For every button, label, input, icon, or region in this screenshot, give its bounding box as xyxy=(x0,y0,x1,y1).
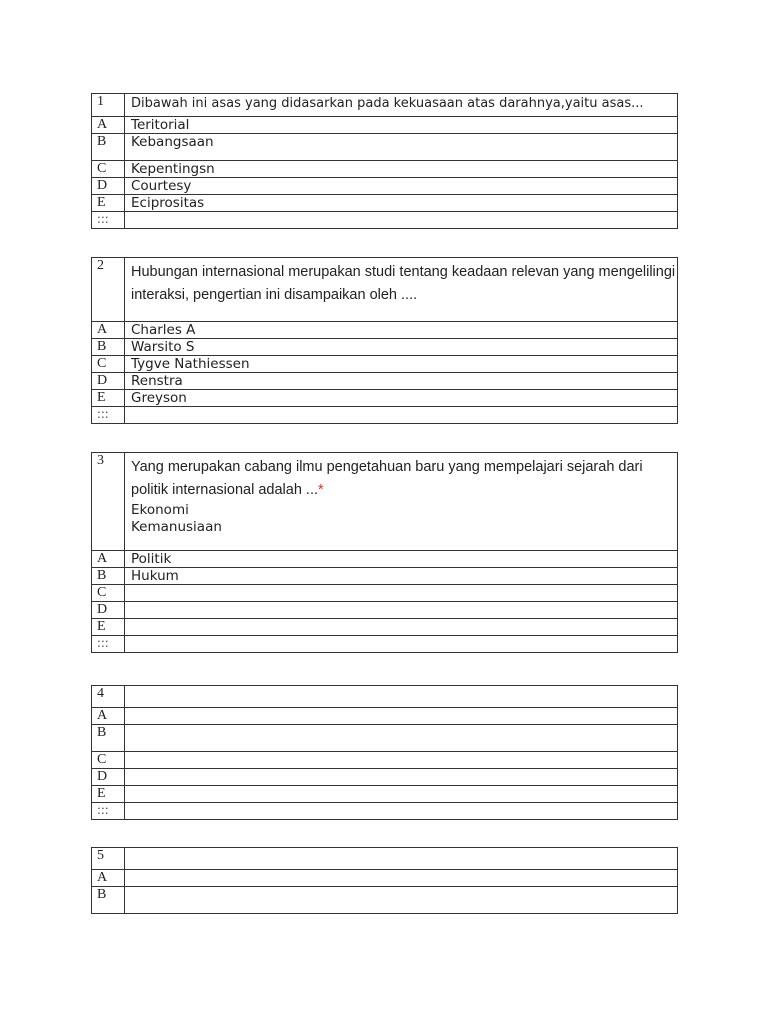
option-row xyxy=(92,887,678,914)
option-row xyxy=(92,178,678,195)
question-row xyxy=(92,686,678,708)
option-letter: E xyxy=(92,786,125,803)
option-text: Greyson xyxy=(125,390,678,407)
question-cell xyxy=(125,453,678,551)
question-number: 1 xyxy=(92,94,125,117)
option-letter: E xyxy=(92,619,125,636)
option-letter: B xyxy=(92,568,125,585)
option-row xyxy=(92,134,678,161)
option-letter: C xyxy=(92,356,125,373)
option-text: Kebangsaan xyxy=(125,134,678,161)
option-text: Tygve Nathiessen xyxy=(125,356,678,373)
option-row xyxy=(92,602,678,619)
option-letter: C xyxy=(92,752,125,769)
option-row xyxy=(92,708,678,725)
option-text xyxy=(125,602,678,619)
empty-cell xyxy=(125,407,678,424)
question-row xyxy=(92,94,678,117)
option-letter: D xyxy=(92,769,125,786)
question-number: 5 xyxy=(92,848,125,870)
option-letter: B xyxy=(92,134,125,161)
option-text: Warsito S xyxy=(125,339,678,356)
option-letter: A xyxy=(92,708,125,725)
question-number: 3 xyxy=(92,453,125,551)
more-row xyxy=(92,803,678,820)
question-2-table xyxy=(91,257,678,424)
option-text: Charles A xyxy=(125,322,678,339)
question-3-table xyxy=(91,452,678,653)
option-letter: A xyxy=(92,870,125,887)
question-row xyxy=(92,258,678,322)
option-row xyxy=(92,752,678,769)
option-text xyxy=(125,725,678,752)
more-row xyxy=(92,636,678,653)
question-row xyxy=(92,453,678,551)
option-text xyxy=(125,619,678,636)
option-row xyxy=(92,568,678,585)
more-handle[interactable]: ::: xyxy=(92,803,125,820)
option-letter: A xyxy=(92,551,125,568)
option-letter: D xyxy=(92,602,125,619)
option-row xyxy=(92,161,678,178)
option-letter: D xyxy=(92,178,125,195)
option-text: Kepentingsn xyxy=(125,161,678,178)
option-letter: A xyxy=(92,322,125,339)
option-letter: B xyxy=(92,339,125,356)
option-row xyxy=(92,339,678,356)
option-text xyxy=(125,769,678,786)
option-letter: D xyxy=(92,373,125,390)
option-row xyxy=(92,117,678,134)
more-handle[interactable]: ::: xyxy=(92,407,125,424)
option-text xyxy=(125,752,678,769)
option-text xyxy=(125,786,678,803)
option-row xyxy=(92,356,678,373)
question-text xyxy=(125,848,678,870)
option-letter: B xyxy=(92,887,125,914)
option-letter: C xyxy=(92,585,125,602)
empty-cell xyxy=(125,212,678,229)
option-text: Renstra xyxy=(125,373,678,390)
option-row xyxy=(92,322,678,339)
question-text: Dibawah ini asas yang didasarkan pada kekuasaan atas darahnya,yaitu asas... xyxy=(125,94,678,117)
question-text xyxy=(125,686,678,708)
option-letter: A xyxy=(92,117,125,134)
option-text: Courtesy xyxy=(125,178,678,195)
option-text: Hukum xyxy=(125,568,678,585)
question-number: 4 xyxy=(92,686,125,708)
option-letter: E xyxy=(92,390,125,407)
question-number: 2 xyxy=(92,258,125,322)
option-row xyxy=(92,390,678,407)
extra-line: Kemanusiaan xyxy=(131,519,222,535)
option-letter: B xyxy=(92,725,125,752)
more-handle[interactable]: ::: xyxy=(92,636,125,653)
option-text: Eciprositas xyxy=(125,195,678,212)
option-text xyxy=(125,708,678,725)
option-text: Politik xyxy=(125,551,678,568)
question-1-table xyxy=(91,93,678,229)
question-row xyxy=(92,848,678,870)
option-letter: C xyxy=(92,161,125,178)
option-text xyxy=(125,585,678,602)
option-row xyxy=(92,195,678,212)
empty-cell xyxy=(125,636,678,653)
option-text xyxy=(125,870,678,887)
question-text: Yang merupakan cabang ilmu pengetahuan baru yang mempelajari sejarah dari politik internasional adalah ... xyxy=(131,459,643,498)
required-mark: * xyxy=(318,482,324,498)
option-row xyxy=(92,786,678,803)
option-row xyxy=(92,769,678,786)
more-row xyxy=(92,212,678,229)
option-row xyxy=(92,725,678,752)
more-handle[interactable]: ::: xyxy=(92,212,125,229)
option-row xyxy=(92,870,678,887)
question-4-table xyxy=(91,685,678,820)
question-text: Hubungan internasional merupakan studi tentang keadaan relevan yang mengelilingi interaksi, pengertian ini disampaikan oleh .... xyxy=(125,258,678,322)
option-row xyxy=(92,551,678,568)
option-row xyxy=(92,619,678,636)
empty-cell xyxy=(125,803,678,820)
option-text xyxy=(125,887,678,914)
option-letter: E xyxy=(92,195,125,212)
extra-line: Ekonomi xyxy=(131,502,189,518)
question-5-table xyxy=(91,847,678,914)
option-row xyxy=(92,585,678,602)
option-text: Teritorial xyxy=(125,117,678,134)
more-row xyxy=(92,407,678,424)
option-row xyxy=(92,373,678,390)
